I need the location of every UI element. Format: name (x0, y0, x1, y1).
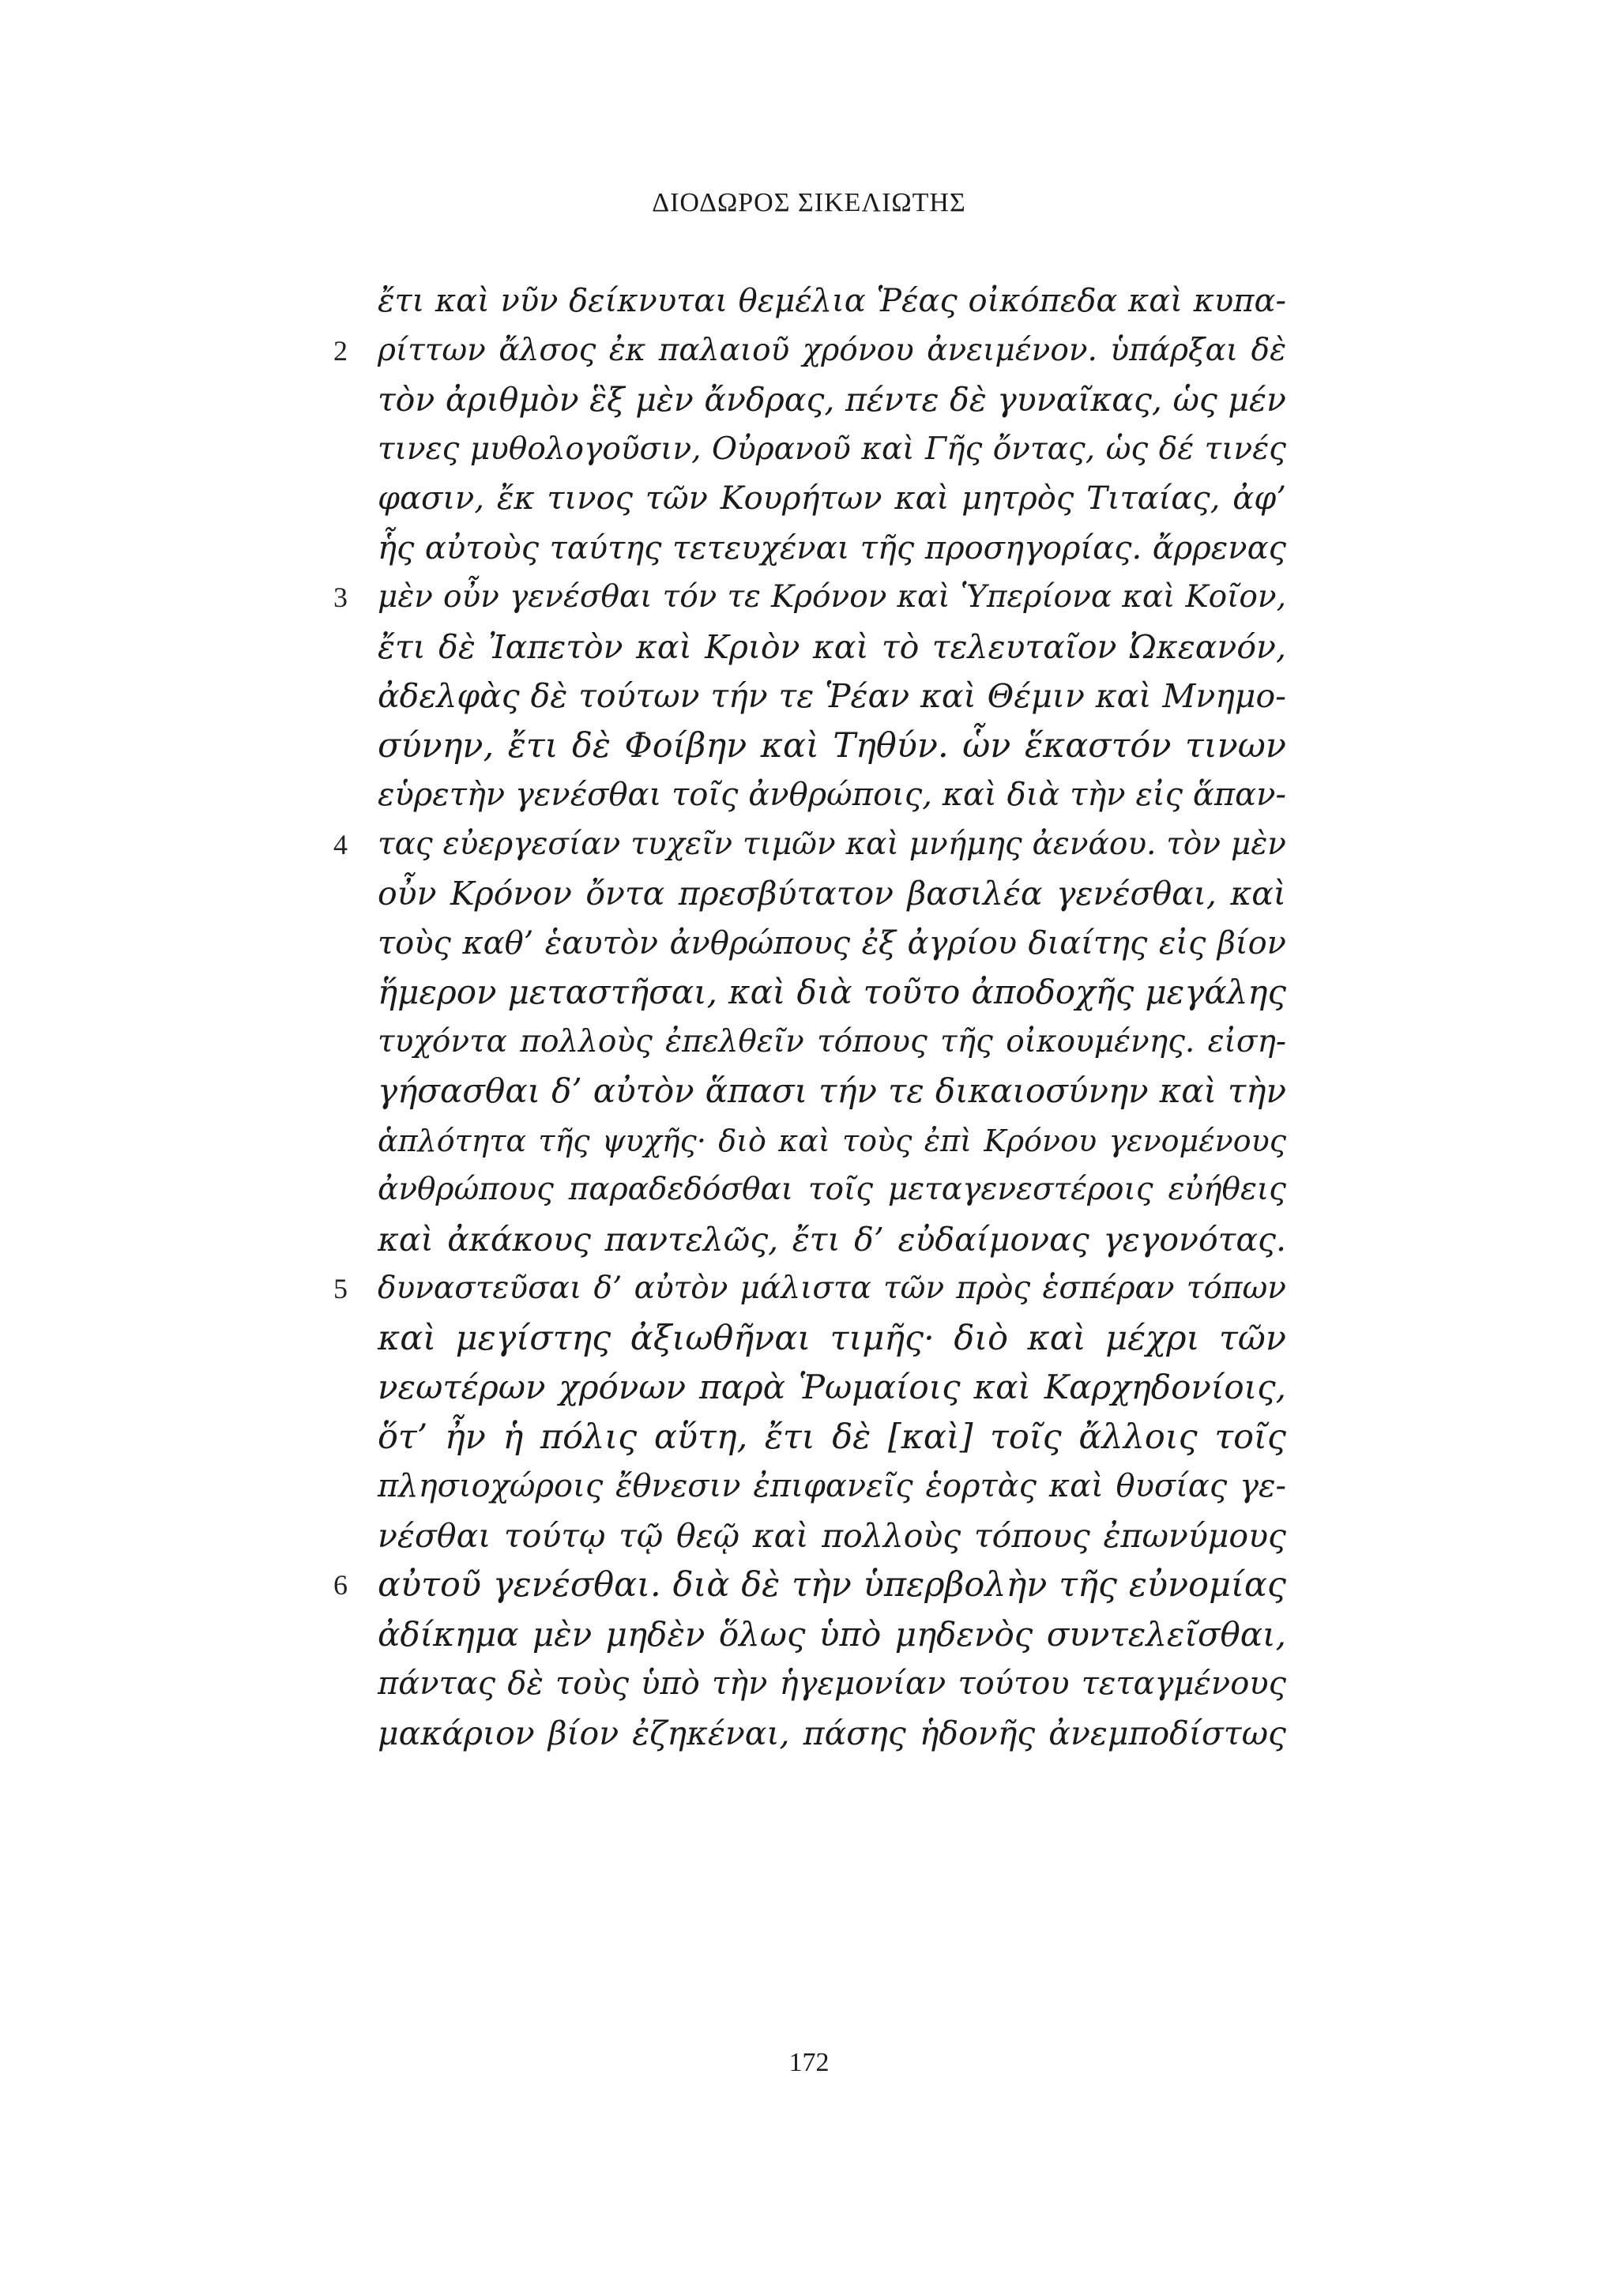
text-line (378, 1314, 1286, 1364)
text-line (378, 1067, 1286, 1116)
line-text: τινες μυθολογοῦσιν, Οὐρανοῦ καὶ Γῆς ὄντας, ὡς δέ τινές (378, 431, 1286, 467)
text-line (378, 1511, 1286, 1561)
text-line (378, 1165, 1286, 1215)
line-text: αὐτοῦ γενέσθαι. διὰ δὲ τὴν ὑπερβολὴν τῆς εὐνομίας (378, 1565, 1286, 1605)
line-text: σύνην, ἔτι δὲ Φοίβην καὶ Τηθύν. ὧν ἕκαστόν τινων (378, 725, 1286, 766)
line-text: πάντας δὲ τοὺς ὑπὸ τὴν ἡγεμονίαν τούτου τεταγμένους (378, 1666, 1286, 1702)
section-number: 6 (333, 1569, 348, 1601)
line-text: ρίττων ἄλσος ἐκ παλαιοῦ χρόνου ἀνειμένον. ὑπάρξαι δὲ (378, 332, 1286, 368)
line-text: εὑρετὴν γενέσθαι τοῖς ἀνθρώποις, καὶ διὰ τὴν εἰς ἅπαν- (378, 777, 1286, 813)
line-text: δυναστεῦσαι δ’ αὐτὸν μάλιστα τῶν πρὸς ἑσπέραν τόπων (378, 1270, 1286, 1306)
text-line (333, 573, 1286, 623)
line-text: νέσθαι τούτῳ τῷ θεῷ καὶ πολλοὺς τόπους ἐπωνύμους (378, 1516, 1286, 1555)
line-text: ἔτι δὲ Ἰαπετὸν καὶ Κριὸν καὶ τὸ τελευταῖον Ὠκεανόν, (378, 627, 1286, 666)
line-text: ὅτ’ ἦν ἡ πόλις αὕτη, ἔτι δὲ [καὶ] τοῖς ἄλλοις τοῖς (378, 1417, 1286, 1457)
section-number: 2 (333, 334, 348, 367)
line-text: γήσασθαι δ’ αὐτὸν ἅπασι τήν τε δικαιοσύνην καὶ τὴν (378, 1071, 1286, 1110)
text-line (378, 1363, 1286, 1413)
text-line (378, 721, 1286, 771)
text-line (378, 1018, 1286, 1067)
line-text: φασιν, ἔκ τινος τῶν Κουρήτων καὶ μητρὸς Τιταίας, ἀφ’ (378, 480, 1286, 517)
text-line (333, 1264, 1286, 1314)
text-line (378, 375, 1286, 425)
line-text: τας εὐεργεσίαν τυχεῖν τιμῶν καὶ μνήμης ἀενάου. τὸν μὲν (378, 826, 1286, 862)
text-line (378, 425, 1286, 475)
line-text: μὲν οὖν γενέσθαι τόν τε Κρόνον καὶ Ὑπερίονα καὶ Κοῖον, (378, 579, 1286, 615)
text-line (333, 326, 1286, 376)
line-text: τὸν ἀριθμὸν ἓξ μὲν ἄνδρας, πέντε δὲ γυναῖκας, ὡς μέν (378, 381, 1286, 419)
section-number: 3 (333, 582, 348, 613)
text-line (378, 869, 1286, 919)
running-head: ΔΙΟΔΩΡΟΣ ΣΙΚΕΛΙΩΤΗΣ (652, 188, 966, 217)
line-text: ἔτι καὶ νῦν δείκνυται θεμέλια Ῥέας οἰκόπεδα καὶ κυπα- (378, 283, 1286, 319)
line-text: ἧς αὐτοὺς ταύτης τετευχέναι τῆς προσηγορίας. ἄρρενας (378, 529, 1286, 566)
line-text: νεωτέρων χρόνων παρὰ Ῥωμαίοις καὶ Καρχηδονίοις, (378, 1368, 1286, 1406)
text-line (378, 1116, 1286, 1166)
line-text: καὶ μεγίστης ἀξιωθῆναι τιμῆς· διὸ καὶ μέχρι τῶν (378, 1318, 1286, 1358)
line-text: ἀδίκημα μὲν μηδὲν ὅλως ὑπὸ μηδενὸς συντελεῖσθαι, (378, 1614, 1286, 1654)
line-text: καὶ ἀκάκους παντελῶς, ἔτι δ’ εὐδαίμονας γεγονότας. (378, 1220, 1286, 1259)
line-text: ἥμερον μεταστῆσαι, καὶ διὰ τοῦτο ἀποδοχῆς μεγάλης (378, 973, 1286, 1011)
text-line (333, 1560, 1286, 1610)
line-text: τυχόντα πολλοὺς ἐπελθεῖν τόπους τῆς οἰκουμένης. εἰση- (378, 1023, 1286, 1060)
text-line (378, 277, 1286, 326)
text-line (378, 474, 1286, 524)
text-line (378, 919, 1286, 969)
text-line (378, 1610, 1286, 1660)
text-line (333, 820, 1286, 870)
line-text: οὖν Κρόνον ὄντα πρεσβύτατον βασιλέα γενέσθαι, καὶ (378, 875, 1286, 913)
text-line (378, 1709, 1286, 1759)
section-number: 5 (333, 1273, 348, 1304)
text-line (378, 1413, 1286, 1462)
text-line (378, 524, 1286, 574)
text-line (378, 623, 1286, 672)
greek-text-block (333, 277, 1286, 1758)
text-line (378, 968, 1286, 1018)
page-number: 172 (788, 2048, 830, 2077)
text-line (378, 1659, 1286, 1709)
line-text: πλησιοχώροις ἔθνεσιν ἐπιφανεῖς ἑορτὰς καὶ θυσίας γε- (378, 1468, 1286, 1504)
line-text: ἀνθρώπους παραδεδόσθαι τοῖς μεταγενεστέροις εὐήθεις (378, 1172, 1286, 1207)
text-line (378, 1215, 1286, 1265)
line-text: ἀδελφὰς δὲ τούτων τήν τε Ῥέαν καὶ Θέμιν καὶ Μνημο- (378, 677, 1286, 715)
section-number: 4 (333, 828, 348, 860)
text-line (378, 770, 1286, 820)
line-text: τοὺς καθ’ ἑαυτὸν ἀνθρώπους ἐξ ἀγρίου διαίτης εἰς βίον (378, 924, 1286, 962)
text-line (378, 672, 1286, 721)
line-text: ἁπλότητα τῆς ψυχῆς· διὸ καὶ τοὺς ἐπὶ Κρόνου γενομένους (378, 1123, 1286, 1158)
text-line (378, 1462, 1286, 1511)
line-text: μακάριον βίον ἐζηκέναι, πάσης ἡδονῆς ἀνεμποδίστως (378, 1714, 1286, 1752)
